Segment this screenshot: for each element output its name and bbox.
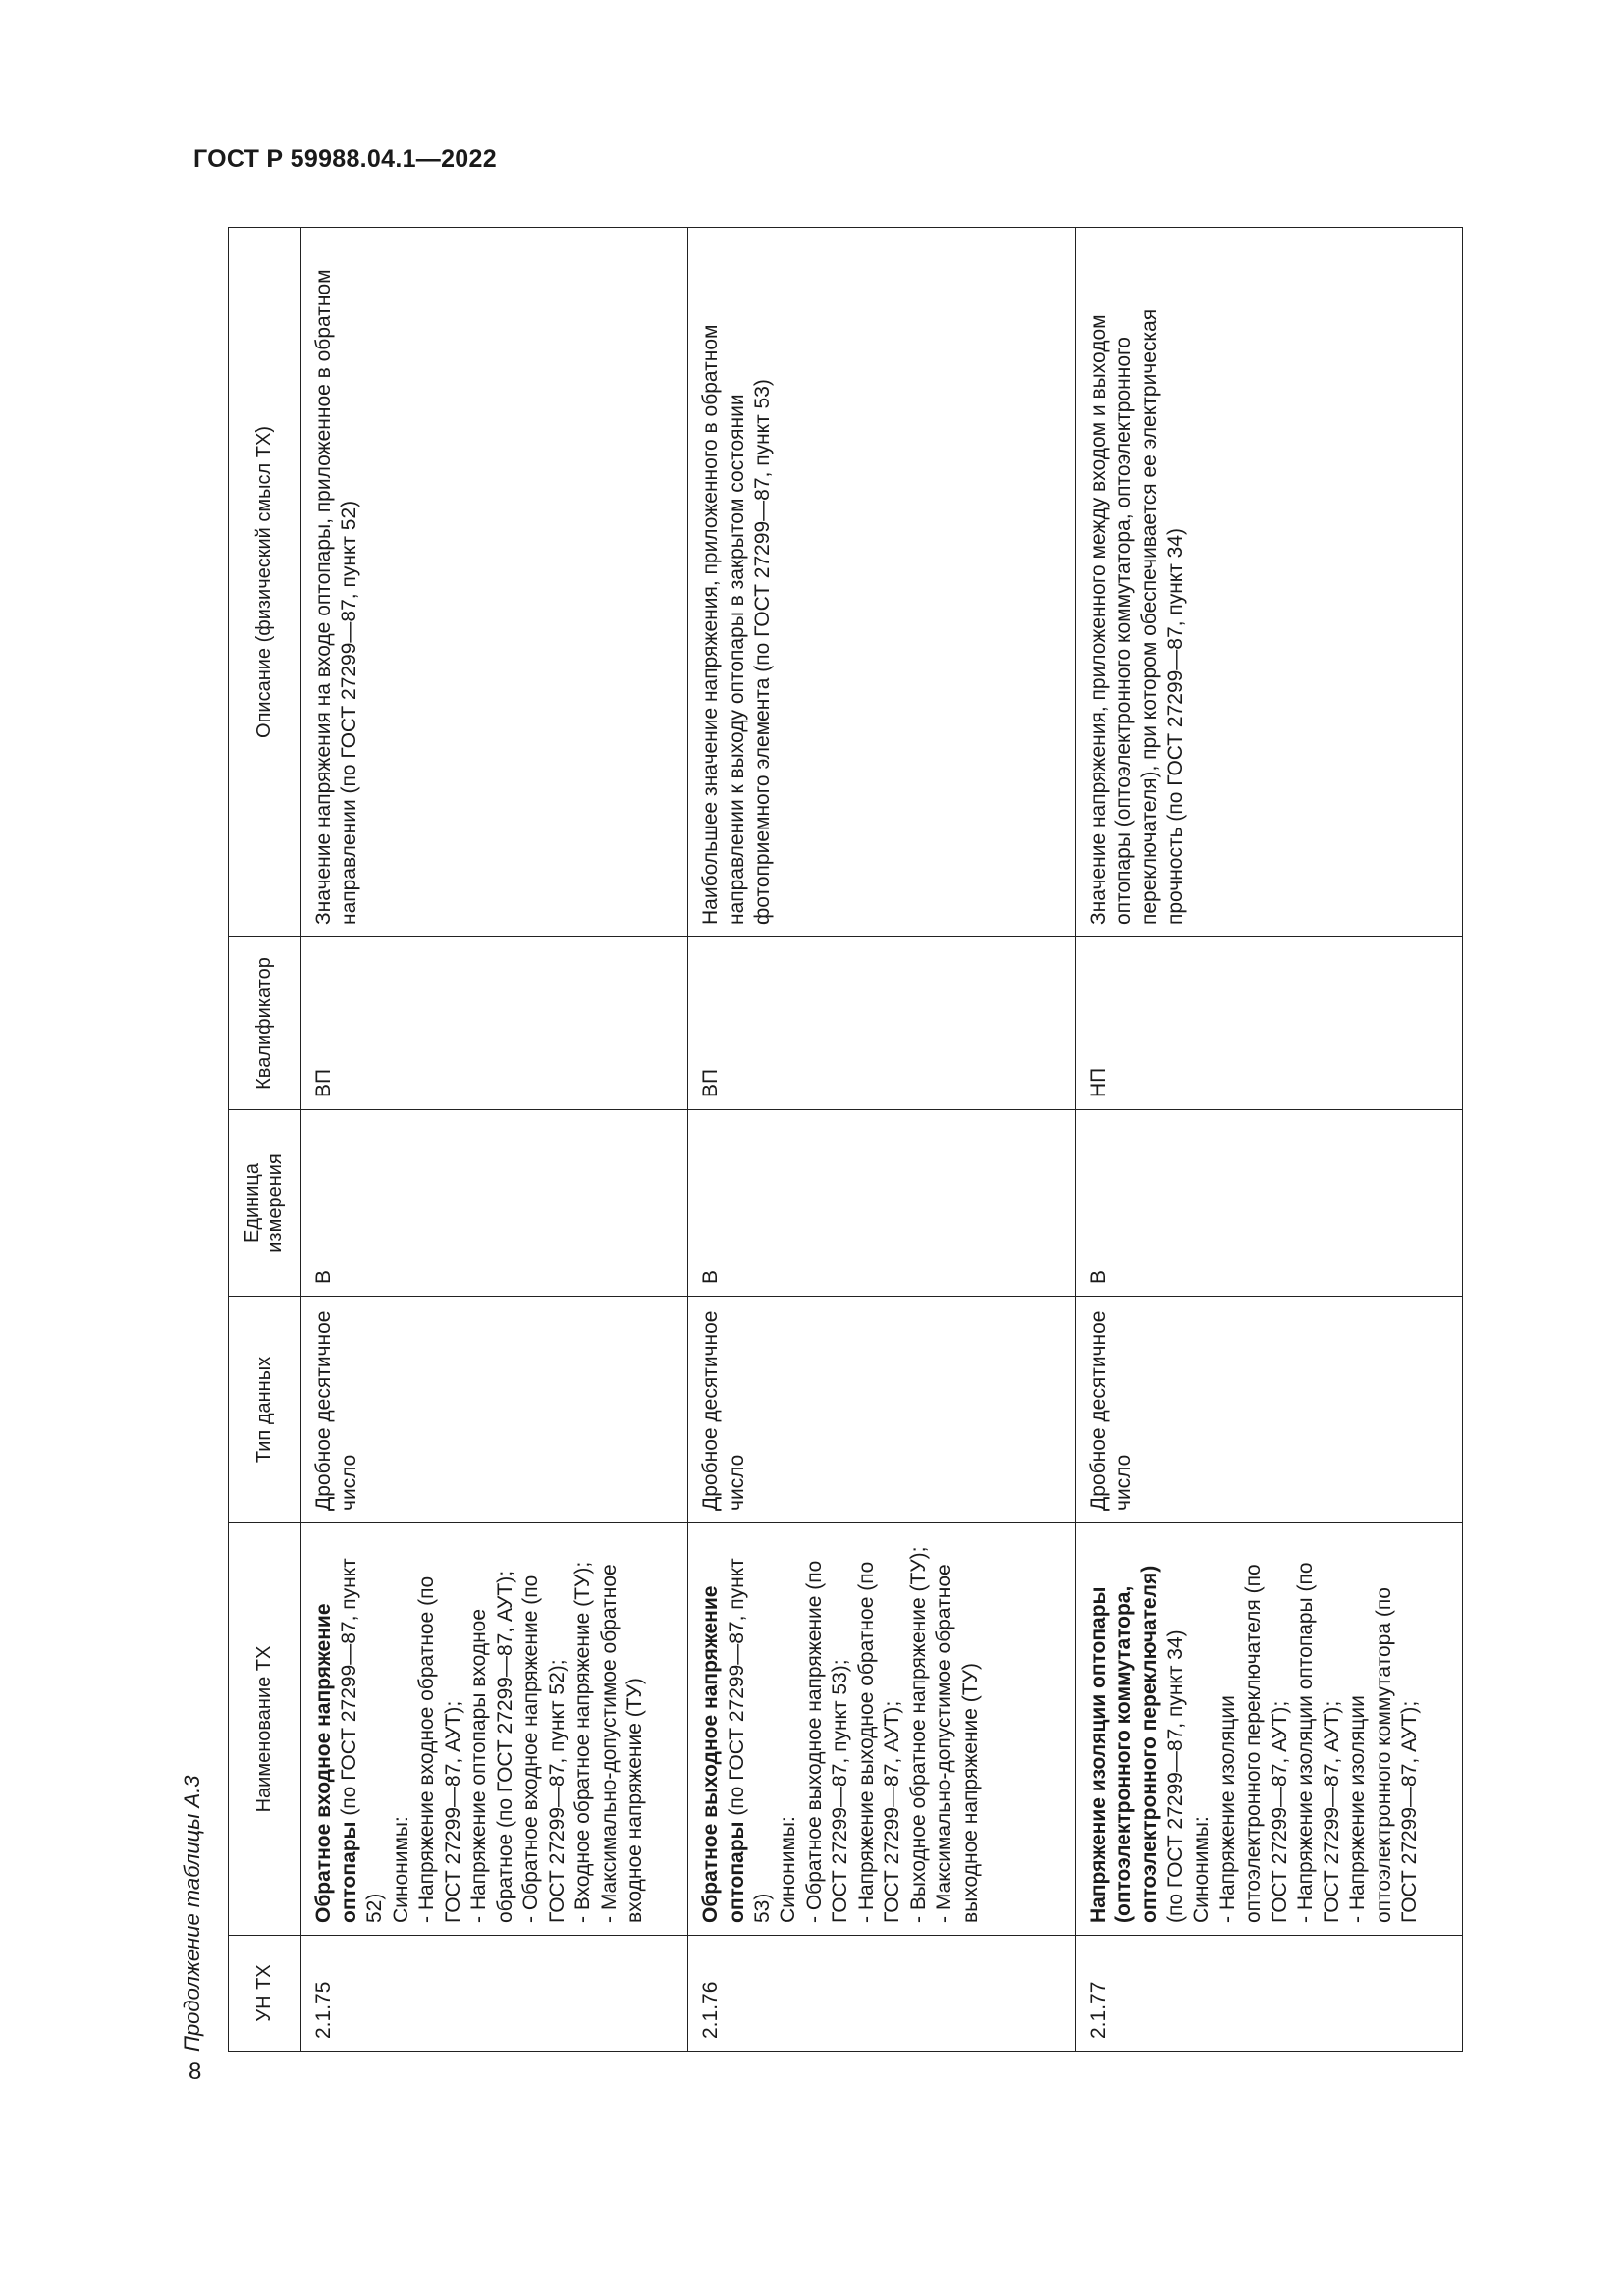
synonyms-label: Синонимы: bbox=[1190, 1816, 1214, 1923]
row-name-title: Обратное выходное напряжение оптопары bbox=[699, 1585, 748, 1923]
synonym-item: - Напряжение выходное обратное (по ГОСТ 27299—87, АУТ); bbox=[854, 1561, 904, 1923]
synonym-item: - Обратное входное напряжение (по ГОСТ 27299—87, пункт 52); bbox=[519, 1575, 568, 1923]
row-unit: В bbox=[1075, 1110, 1462, 1297]
row-name-ref: (по ГОСТ 27299—87, пункт 53) bbox=[725, 1558, 774, 1923]
row-name-title: Обратное входное напряжение оптопары bbox=[311, 1603, 361, 1923]
synonym-item: - Напряжение оптопары входное обратное (по ГОСТ 27299—87, АУТ); bbox=[467, 1570, 516, 1923]
row-data-type: Дробное десятичное число bbox=[688, 1297, 1075, 1523]
row-code: 2.1.76 bbox=[688, 1936, 1075, 2052]
synonym-item: - Максимально-допустимое обратное выходное напряжение (ТУ) bbox=[933, 1564, 982, 1923]
row-qualifier: НП bbox=[1075, 937, 1462, 1110]
row-qualifier: ВП bbox=[300, 937, 687, 1110]
row-name bbox=[1075, 1523, 1462, 1936]
row-description: Значение напряжения, приложенного между входом и выходом оптопары (оптоэлектронного коммутатора, оптоэлектронного переключателя), при котором обеспечивается ее электрическая прочность (по ГОСТ 27299—87, пункт 34) bbox=[1075, 228, 1462, 937]
synonym-item: - Обратное выходное напряжение (по ГОСТ 27299—87, пункт 53); bbox=[802, 1560, 852, 1923]
synonym-item: - Напряжение изоляции оптопары (по ГОСТ 27299—87, АУТ); bbox=[1294, 1562, 1343, 1923]
header-name: Наименование ТХ bbox=[229, 1523, 301, 1936]
table-row bbox=[300, 228, 687, 2052]
row-data-type: Дробное десятичное число bbox=[1075, 1297, 1462, 1523]
synonym-item: - Напряжение изоляции оптоэлектронного переключателя (по ГОСТ 27299—87, АУТ); bbox=[1216, 1564, 1291, 1923]
synonym-item: - Напряжение входное обратное (по ГОСТ 27299—87, АУТ); bbox=[415, 1575, 464, 1923]
row-qualifier: ВП bbox=[688, 937, 1075, 1110]
synonym-item: - Максимально-допустимое обратное входное напряжение (ТУ) bbox=[597, 1564, 647, 1923]
header-unit: Единица измерения bbox=[229, 1110, 301, 1297]
synonym-item: - Выходное обратное напряжение (ТУ); bbox=[906, 1546, 930, 1923]
row-data-type: Дробное десятичное число bbox=[300, 1297, 687, 1523]
row-unit: В bbox=[688, 1110, 1075, 1297]
row-code: 2.1.77 bbox=[1075, 1936, 1462, 2052]
document-header: ГОСТ Р 59988.04.1—2022 bbox=[193, 145, 497, 173]
synonyms-label: Синонимы: bbox=[777, 1816, 800, 1923]
row-description: Наибольшее значение напряжения, приложенного в обратном направлении к выходу оптопары в закрытом состоянии фотоприемного элемента (по ГОСТ 27299—87, пункт 53) bbox=[688, 228, 1075, 937]
synonym-item: - Входное обратное напряжение (ТУ); bbox=[571, 1561, 595, 1923]
rotated-table-area bbox=[177, 228, 1463, 2052]
row-description: Значение напряжения на входе оптопары, приложенное в обратном направлении (по ГОСТ 27299—87, пункт 52) bbox=[300, 228, 687, 937]
row-name bbox=[300, 1523, 687, 1936]
header-qualifier: Квалификатор bbox=[229, 937, 301, 1110]
table-row bbox=[1075, 228, 1462, 2052]
row-name bbox=[688, 1523, 1075, 1936]
table-caption: Продолжение таблицы А.3 bbox=[180, 1775, 204, 2052]
synonym-item: - Напряжение изоляции оптоэлектронного коммутатора (по ГОСТ 27299—87, АУТ); bbox=[1346, 1587, 1421, 1923]
row-name-title: Напряжение изоляции оптопары (оптоэлектронного коммутатора, оптоэлектронного переключателя) bbox=[1086, 1565, 1162, 1923]
row-name-ref: (по ГОСТ 27299—87, пункт 34) bbox=[1164, 1629, 1187, 1923]
row-code: 2.1.75 bbox=[300, 1936, 687, 2052]
table-header-row bbox=[229, 228, 301, 2052]
page-number: 8 bbox=[189, 2058, 202, 2085]
row-name-ref: (по ГОСТ 27299—87, пункт 52) bbox=[338, 1558, 387, 1923]
table-row bbox=[688, 228, 1075, 2052]
synonyms-label: Синонимы: bbox=[389, 1816, 412, 1923]
header-code: УН ТХ bbox=[229, 1936, 301, 2052]
characteristics-table bbox=[228, 227, 1463, 2052]
header-description: Описание (физический смысл ТХ) bbox=[229, 228, 301, 937]
header-data-type: Тип данных bbox=[229, 1297, 301, 1523]
row-unit: В bbox=[300, 1110, 687, 1297]
